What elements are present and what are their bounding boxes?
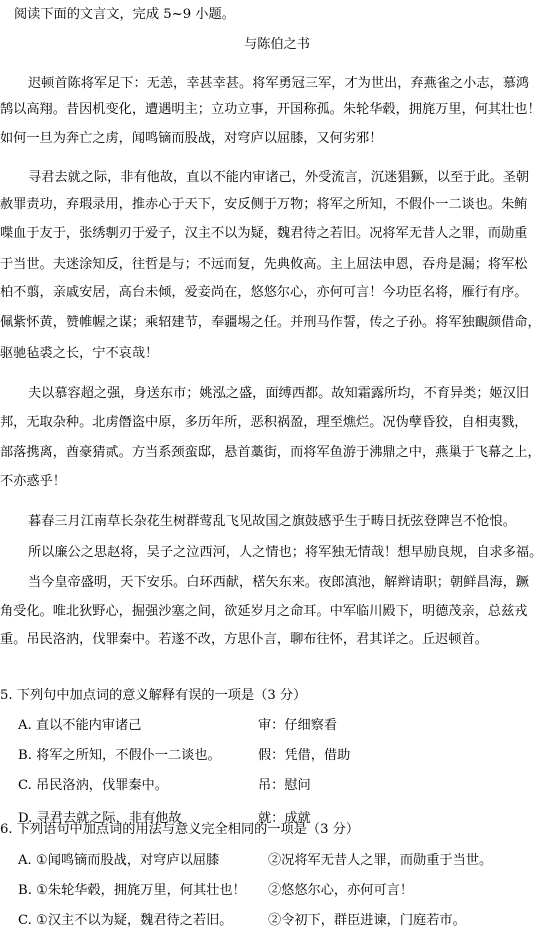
question-5-option-gloss: 假：凭借，借助 (258, 748, 351, 763)
passage-line: 喋血于友于，张绣剸刃于爱子，汉主不以为疑，魏君待之若旧。况将军无昔人之罪，而勋重 (0, 226, 528, 241)
passage-line: 部落携离，酋豪猜贰。方当系颈蛮邸，悬首藁街，而将军鱼游于沸鼎之中，燕巢于飞幕之上， (0, 445, 541, 460)
passage-line: 于当世。夫迷涂知反，往哲是与；不远而复，先典攸高。主上屈法申恩，吞舟是漏；将军松 (0, 257, 528, 272)
passage-line: 寻君去就之际，非有他故，直以不能内审诸己，外受流言，沉迷猖獗，以至于此。圣朝 (28, 170, 530, 185)
passage-line: 迟顿首陈将军足下：无恙，幸甚幸甚。将军勇冠三军，才为世出，弃燕雀之小志，慕鸿 (28, 76, 530, 91)
question-6-option-first: A. ①闻鸣镝而股战，对穹庐以屈膝 (18, 853, 220, 868)
passage-line: 邦，无取杂种。北虏僭盗中原，多历年所，恶积祸盈，理至燋烂。况伪孽昏狡，自相夷戮， (0, 415, 528, 430)
question-5-option-gloss: 吊：慰问 (258, 778, 311, 793)
passage-line: 驱驰毡裘之长，宁不哀哉！ (0, 346, 159, 361)
question-5-option: A. 直以不能内审诸己 (18, 718, 142, 733)
passage-line: 暮春三月江南草长杂花生树群莺乱飞见故国之旗鼓感乎生于畴日抚弦登陴岂不怆悢。 (28, 514, 516, 529)
question-6-option-first: B. ①朱轮华毂，拥旄万里，何其壮也！ (18, 883, 246, 898)
passage-line: 不亦惑乎！ (0, 474, 66, 489)
passage-line: 重。吊民洛汭，伐罪秦中。若遂不改，方思仆言，聊布往怀，君其详之。丘迟顿首。 (0, 632, 488, 647)
passage-line: 夫以慕容超之强，身送东市；姚泓之盛，面缚西都。故知霜露所均，不育异类；姬汉旧 (28, 386, 530, 401)
question-5-option: B. 将军之所知，不假仆一二谈也。 (18, 748, 221, 763)
passage-line: 当今皇帝盛明，天下安乐。白环西献，楛矢东来。夜郎滇池，解辫请职；朝鲜昌海，蹶 (28, 575, 530, 590)
question-6-option-second: ②悠悠尔心，亦何可言！ (268, 883, 414, 898)
passage-line: 所以廉公之思赵将，吴子之泣西河，人之情也；将军独无情哉！想早励良规，自求多福。 (28, 545, 543, 560)
passage-title: 与陈伯之书 (244, 37, 310, 52)
question-5-option-gloss: 就：成就 (258, 811, 311, 826)
question-5-stem: 5. 下列句中加点词的意义解释有误的一项是（3 分） (0, 688, 307, 703)
question-5-option: D. 寻君去就之际，非有他故 (18, 811, 182, 826)
question-6-option-second: ②况将军无昔人之罪，而勋重于当世。 (268, 853, 493, 868)
passage-line: 佩紫怀黄，赞帷幄之谋；乘轺建节，奉疆埸之任。并刑马作誓，传之子孙。将军独靦颜借命， (0, 315, 541, 330)
question-5-option-gloss: 审：仔细察看 (258, 718, 338, 733)
passage-line: 赦罪责功，弃瑕录用，推赤心于天下，安反侧于万物；将军之所知，不假仆一二谈也。朱鲔 (0, 197, 528, 212)
passage-line: 鹄以高翔。昔因机变化，遭遇明主；立功立事，开国称孤。朱轮华毂，拥旄万里，何其壮也！ (0, 102, 541, 117)
question-6-option-first: C. ①汉主不以为疑，魏君待之若旧。 (18, 913, 233, 928)
question-6-stem: 6. 下列语句中加点词的用法与意义完全相同的一项是（3 分） (0, 822, 360, 837)
question-6-option-second: ②令初下，群臣进谏，门庭若市。 (268, 913, 466, 928)
question-5-option: C. 吊民洛汭，伐罪秦中。 (18, 778, 168, 793)
passage-line: 角受化。唯北狄野心，掘强沙塞之间，欲延岁月之命耳。中军临川殿下，明德茂亲，总兹戎 (0, 604, 528, 619)
reading-instruction: 阅读下面的文言文，完成 5~9 小题。 (14, 7, 235, 22)
passage-line: 如何一旦为奔亡之虏，闻鸣镝而股战，对穹庐以屈膝，又何劣邪！ (0, 131, 383, 146)
passage-line: 柏不翦，亲戚安居，高台未倾，爱妾尚在，悠悠尔心，亦何可言！今功臣名将，雁行有序。 (0, 285, 528, 300)
